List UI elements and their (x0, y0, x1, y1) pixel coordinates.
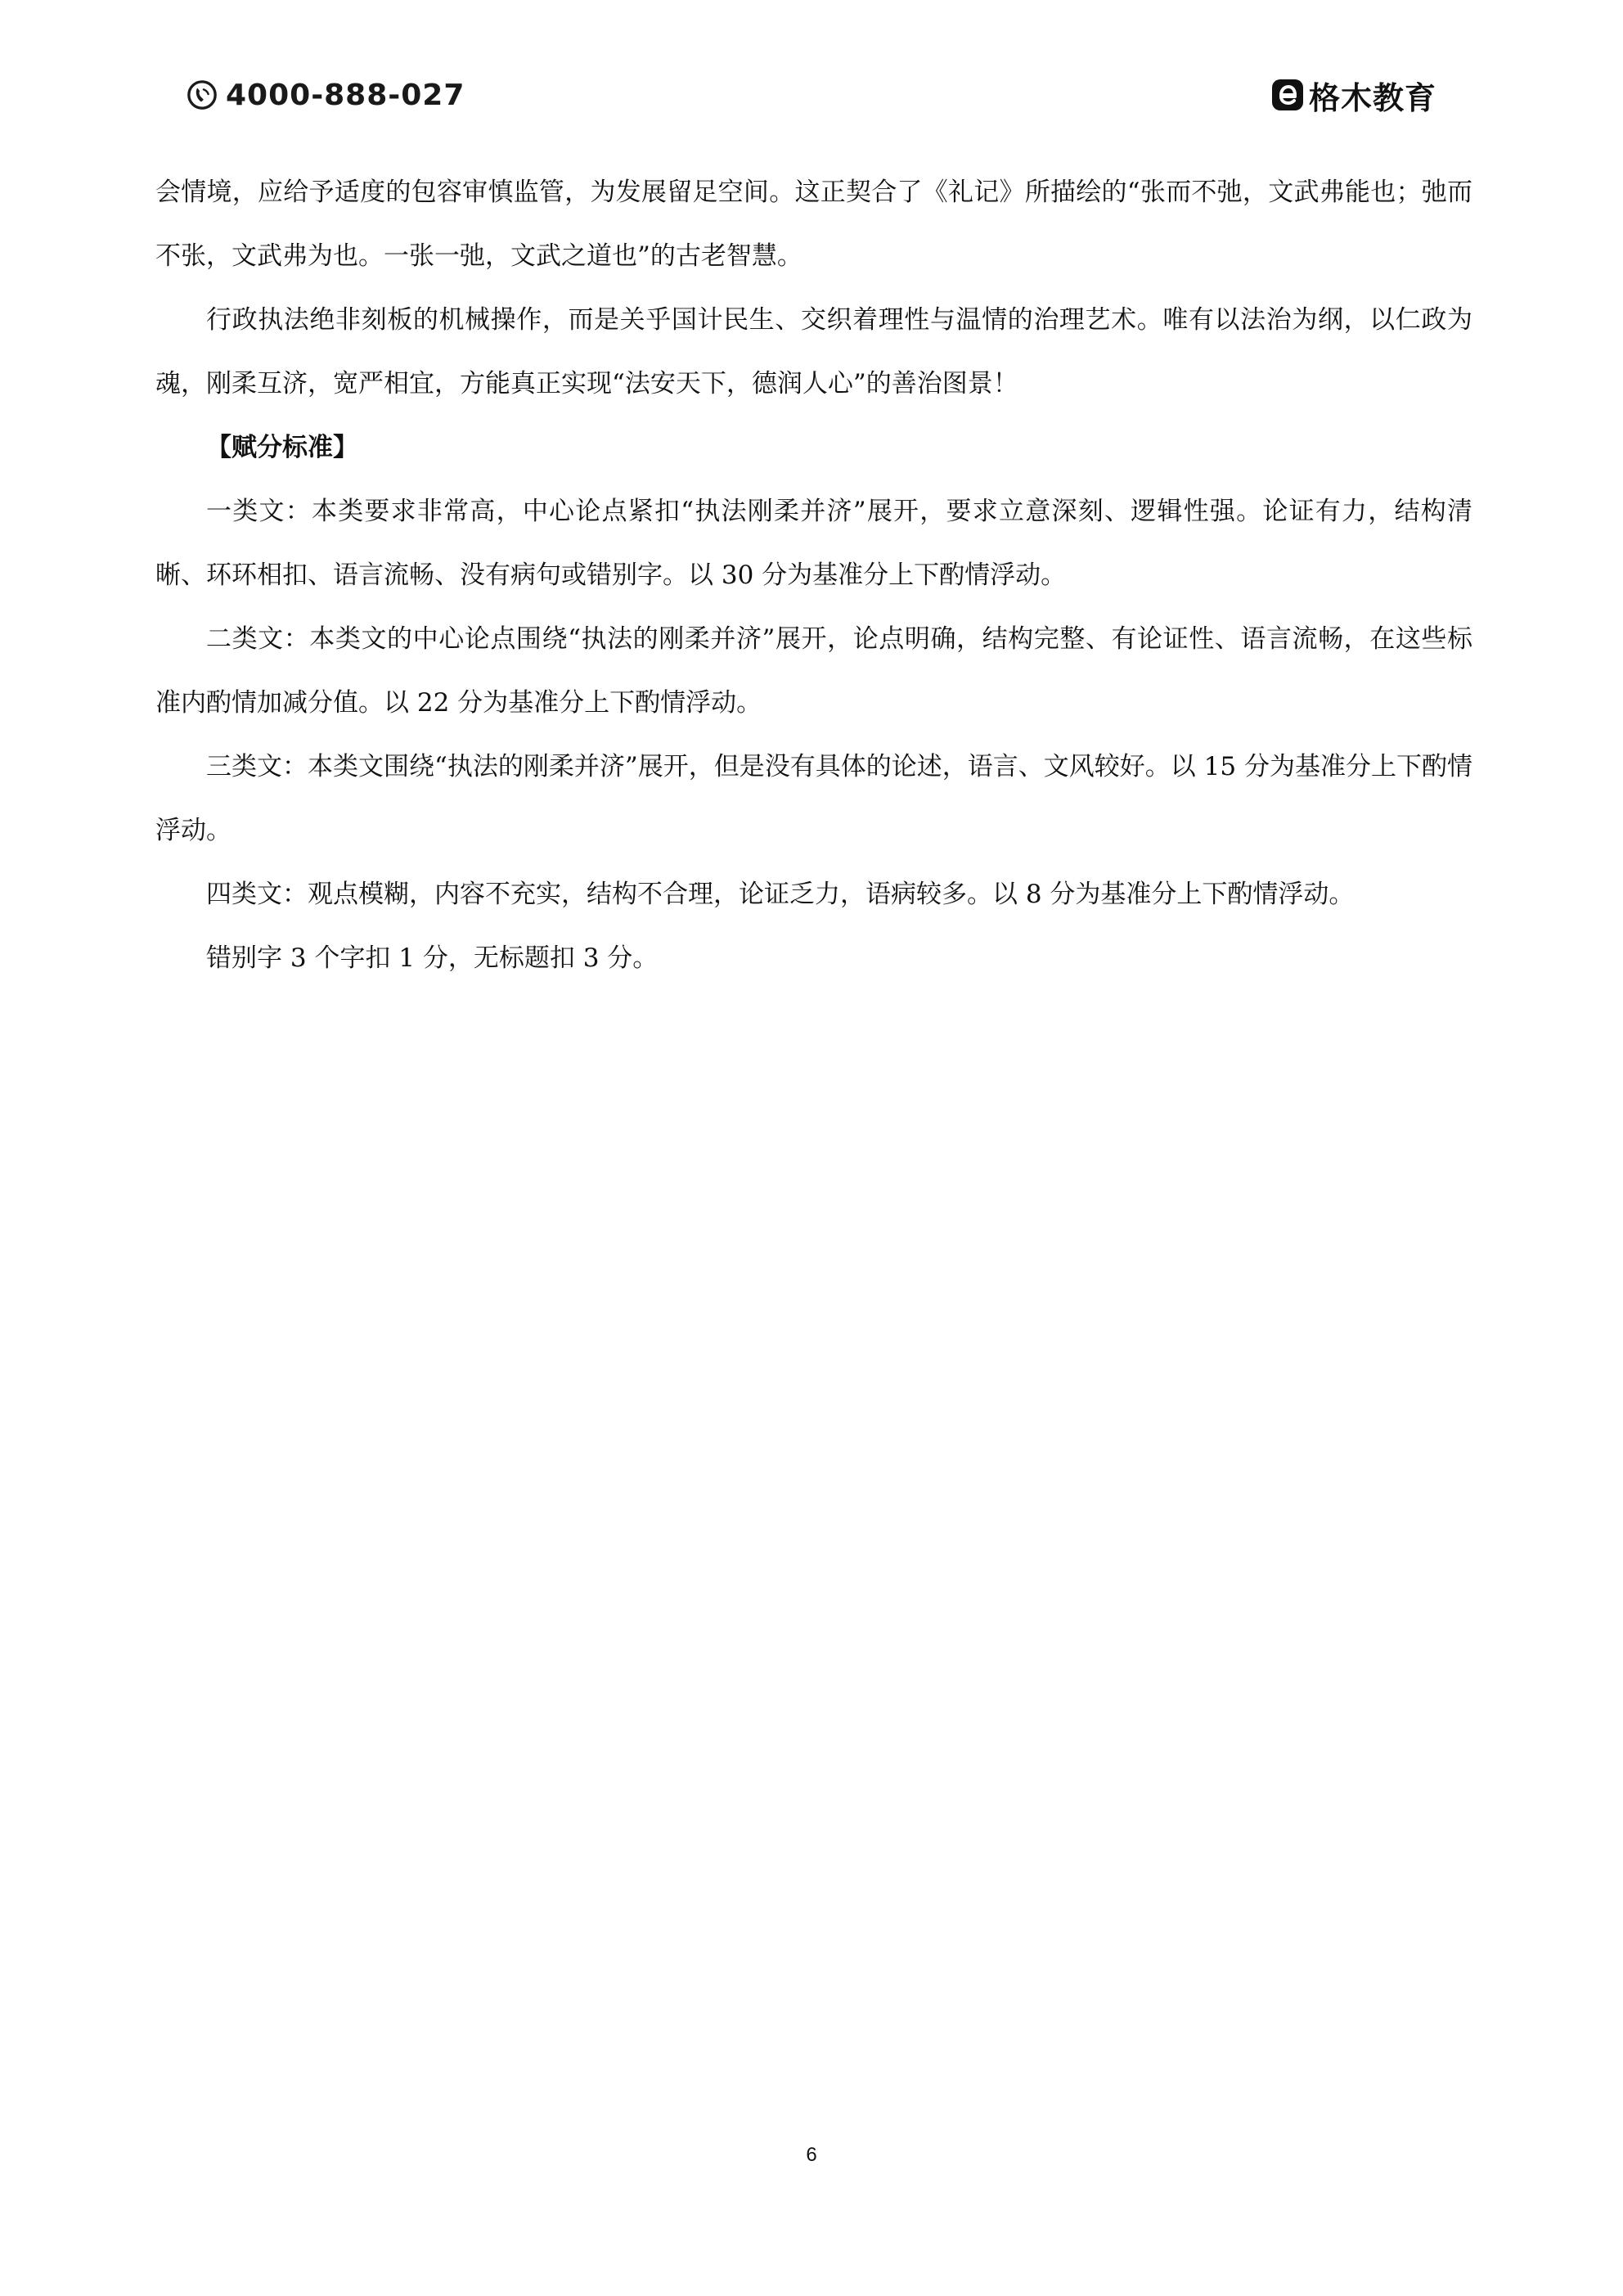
grade-first-class: 一类文：本类要求非常高，中心论点紧扣“执法刚柔并济”展开，要求立意深刻、逻辑性强。论证有力，结构清晰、环环相扣、语言流畅、没有病句或错别字。以 30 分为基准分上下酌情浮动。 (155, 497, 1472, 590)
brand-name: 格木教育 (1308, 79, 1436, 116)
paragraph-continued: 会情境，应给予适度的包容审慎监管，为发展留足空间。这正契合了《礼记》所描绘的“张而不弛，文武弗能也；弛而不张，文武弗为也。一张一弛，文武之道也”的古老智慧。 (155, 178, 1472, 271)
grade-second-class: 二类文：本类文的中心论点围绕“执法的刚柔并济”展开，论点明确，结构完整、有论证性、语言流畅，在这些标准内酌情加减分值。以 22 分为基准分上下酌情浮动。 (155, 624, 1472, 718)
paragraph-conclusion: 行政执法绝非刻板的机械操作，而是关乎国计民生、交织着理性与温情的治理艺术。唯有以法治为纲，以仁政为魂，刚柔互济，宽严相宜，方能真正实现“法安天下，德润人心”的善治图景！ (155, 305, 1472, 398)
deduction-rule: 错别字 3 个字扣 1 分，无标题扣 3 分。 (206, 943, 659, 973)
e-logo-icon (1271, 79, 1304, 111)
grade-third-class: 三类文：本类文围绕“执法的刚柔并济”展开，但是没有具体的论述，语言、文风较好。以 15 分为基准分上下酌情浮动。 (155, 752, 1472, 845)
brand (1271, 70, 1436, 119)
scoring-heading: 【赋分标准】 (206, 433, 358, 462)
hotline-number: 4000-888-027 (226, 78, 465, 112)
grade-fourth-class: 四类文：观点模糊，内容不充实，结构不合理，论证乏力，语病较多。以 8 分为基准分上下酌情浮动。 (206, 880, 1355, 909)
page-header (187, 70, 1436, 119)
phone-handset-icon (187, 79, 218, 110)
document-body (155, 160, 1472, 990)
hotline (187, 70, 465, 119)
page-number: 6 (806, 2144, 817, 2166)
